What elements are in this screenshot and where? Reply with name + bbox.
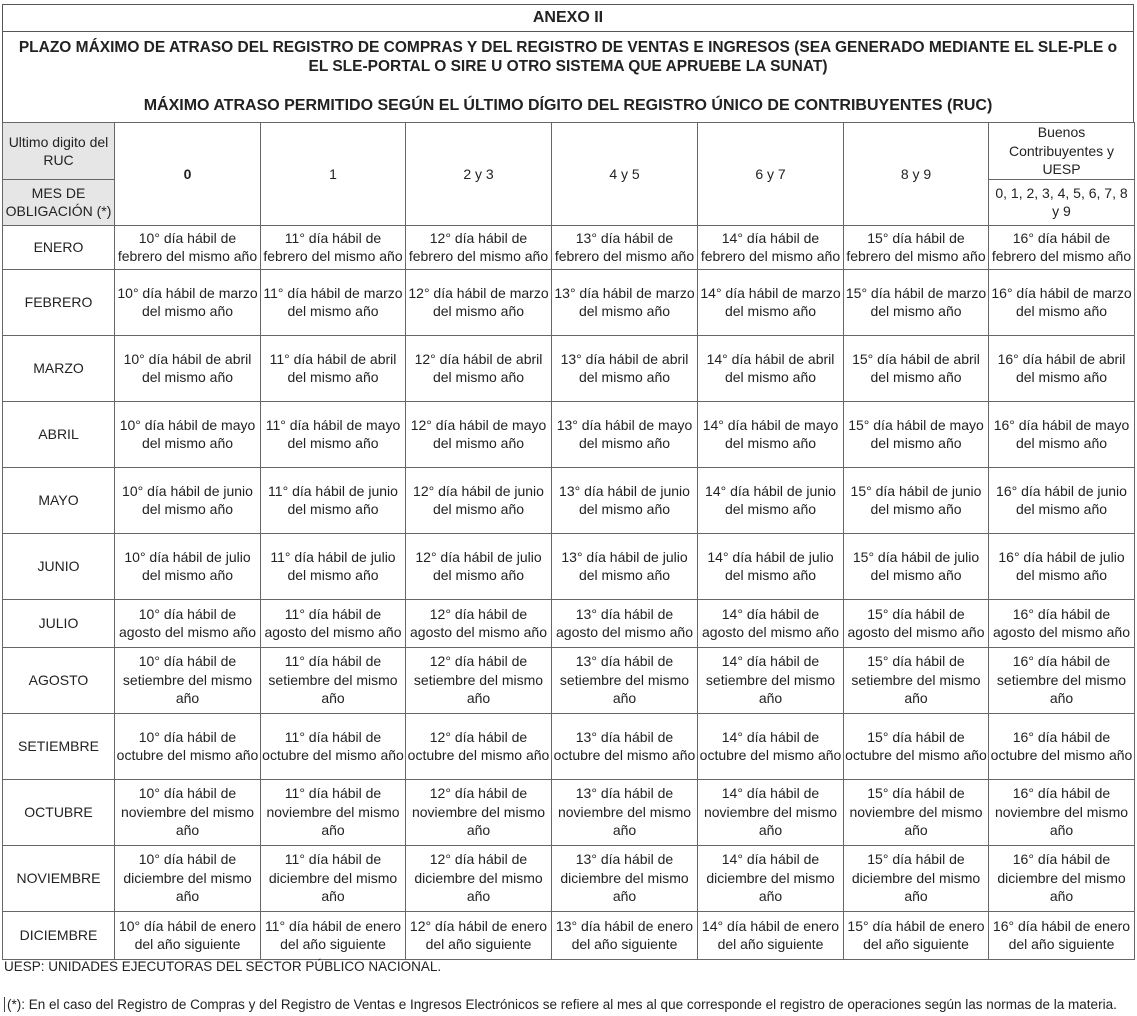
deadline-cell: 12° día hábil de agosto del mismo año [406, 599, 552, 647]
deadline-cell: 10° día hábil de agosto del mismo año [115, 599, 261, 647]
deadline-cell: 16° día hábil de julio del mismo año [989, 533, 1135, 599]
deadline-cell: 10° día hábil de mayo del mismo año [115, 401, 261, 467]
deadline-cell: 12° día hábil de junio del mismo año [406, 467, 552, 533]
deadline-cell: 15° día hábil de setiembre del mismo año [844, 647, 989, 713]
deadline-cell: 12° día hábil de diciembre del mismo año [406, 845, 552, 911]
main-title: PLAZO MÁXIMO DE ATRASO DEL REGISTRO DE COMPRAS Y DEL REGISTRO DE VENTAS E INGRESOS (SEA GENERADO MEDIANTE EL SLE-PLE o EL SLE-PORTAL O SIRE U OTRO SISTEMA QUE APRUEBE LA SUNAT) [18, 39, 1118, 75]
deadline-cell: 14° día hábil de julio del mismo año [698, 533, 844, 599]
deadline-cell: 11° día hábil de febrero del mismo año [261, 225, 406, 269]
column-header: 2 y 3 [406, 123, 552, 226]
annex-document [2, 4, 1134, 960]
deadline-cell: 13° día hábil de julio del mismo año [552, 533, 698, 599]
month-cell: ABRIL [3, 401, 115, 467]
good-taxpayers-header: Buenos Contribuyentes y UESP [989, 123, 1135, 180]
month-cell: MAYO [3, 467, 115, 533]
table-row [3, 401, 1135, 467]
deadline-cell: 15° día hábil de diciembre del mismo año [844, 845, 989, 911]
deadline-cell: 12° día hábil de noviembre del mismo año [406, 779, 552, 845]
month-cell: JUNIO [3, 533, 115, 599]
subtitle: MÁXIMO ATRASO PERMITIDO SEGÚN EL ÚLTIMO DÍGITO DEL REGISTRO ÚNICO DE CONTRIBUYENTES (RUC) [143, 97, 993, 114]
deadline-cell: 15° día hábil de junio del mismo año [844, 467, 989, 533]
deadline-cell: 13° día hábil de abril del mismo año [552, 335, 698, 401]
deadline-cell: 11° día hábil de setiembre del mismo año [261, 647, 406, 713]
deadline-cell: 14° día hábil de junio del mismo año [698, 467, 844, 533]
deadline-cell: 10° día hábil de abril del mismo año [115, 335, 261, 401]
table-row [3, 533, 1135, 599]
deadline-cell: 13° día hábil de junio del mismo año [552, 467, 698, 533]
deadline-cell: 14° día hábil de enero del año siguiente [698, 911, 844, 959]
deadline-cell: 13° día hábil de marzo del mismo año [552, 269, 698, 335]
deadline-cell: 14° día hábil de diciembre del mismo año [698, 845, 844, 911]
deadline-cell: 10° día hábil de noviembre del mismo año [115, 779, 261, 845]
good-taxpayers-digits: 0, 1, 2, 3, 4, 5, 6, 7, 8 y 9 [989, 179, 1135, 225]
column-header: 6 y 7 [698, 123, 844, 226]
deadline-cell: 16° día hábil de diciembre del mismo año [989, 845, 1135, 911]
deadline-cell: 16° día hábil de mayo del mismo año [989, 401, 1135, 467]
table-row [3, 467, 1135, 533]
table-row [3, 647, 1135, 713]
column-header: 8 y 9 [844, 123, 989, 226]
deadline-cell: 12° día hábil de octubre del mismo año [406, 713, 552, 779]
month-cell: AGOSTO [3, 647, 115, 713]
annex-title: ANEXO II [3, 5, 1133, 32]
table-row [3, 911, 1135, 959]
deadline-cell: 14° día hábil de octubre del mismo año [698, 713, 844, 779]
deadline-cell: 15° día hábil de agosto del mismo año [844, 599, 989, 647]
deadline-cell: 13° día hábil de agosto del mismo año [552, 599, 698, 647]
deadline-cell: 12° día hábil de julio del mismo año [406, 533, 552, 599]
deadline-cell: 11° día hábil de julio del mismo año [261, 533, 406, 599]
table-row [3, 599, 1135, 647]
deadline-cell: 14° día hábil de setiembre del mismo año [698, 647, 844, 713]
footnote-asterisk: (*): En el caso del Registro de Compras y del Registro de Ventas e Ingresos Electrónicos se refiere al mes al que corresponde el registro de operaciones según las normas de la materia. [4, 997, 1117, 1012]
deadline-cell: 14° día hábil de mayo del mismo año [698, 401, 844, 467]
month-cell: SETIEMBRE [3, 713, 115, 779]
month-cell: OCTUBRE [3, 779, 115, 845]
deadline-cell: 11° día hábil de mayo del mismo año [261, 401, 406, 467]
month-cell: DICIEMBRE [3, 911, 115, 959]
deadline-cell: 12° día hábil de setiembre del mismo año [406, 647, 552, 713]
month-cell: MARZO [3, 335, 115, 401]
deadline-cell: 14° día hábil de agosto del mismo año [698, 599, 844, 647]
deadline-cell: 16° día hábil de octubre del mismo año [989, 713, 1135, 779]
deadline-cell: 13° día hábil de febrero del mismo año [552, 225, 698, 269]
table-row [3, 225, 1135, 269]
month-cell: JULIO [3, 599, 115, 647]
deadline-cell: 13° día hábil de diciembre del mismo año [552, 845, 698, 911]
column-header: 0 [115, 123, 261, 226]
deadline-cell: 13° día hábil de enero del año siguiente [552, 911, 698, 959]
title-block [2, 4, 1134, 122]
deadline-cell: 13° día hábil de octubre del mismo año [552, 713, 698, 779]
deadline-cell: 15° día hábil de julio del mismo año [844, 533, 989, 599]
deadline-table [2, 122, 1135, 960]
deadline-cell: 10° día hábil de junio del mismo año [115, 467, 261, 533]
deadline-cell: 10° día hábil de enero del año siguiente [115, 911, 261, 959]
deadline-cell: 10° día hábil de octubre del mismo año [115, 713, 261, 779]
deadline-cell: 12° día hábil de marzo del mismo año [406, 269, 552, 335]
deadline-cell: 15° día hábil de abril del mismo año [844, 335, 989, 401]
table-row [3, 845, 1135, 911]
table-row [3, 269, 1135, 335]
deadline-cell: 12° día hábil de febrero del mismo año [406, 225, 552, 269]
deadline-cell: 16° día hábil de setiembre del mismo año [989, 647, 1135, 713]
footnote-uesp: UESP: UNIDADES EJECUTORAS DEL SECTOR PÚBLICO NACIONAL. [4, 959, 442, 974]
deadline-cell: 10° día hábil de diciembre del mismo año [115, 845, 261, 911]
deadline-cell: 10° día hábil de marzo del mismo año [115, 269, 261, 335]
deadline-cell: 11° día hábil de enero del año siguiente [261, 911, 406, 959]
deadline-cell: 11° día hábil de diciembre del mismo año [261, 845, 406, 911]
table-row [3, 335, 1135, 401]
deadline-cell: 10° día hábil de setiembre del mismo año [115, 647, 261, 713]
column-header: 1 [261, 123, 406, 226]
ruc-digit-label: Ultimo digito del RUC [3, 123, 115, 180]
deadline-cell: 14° día hábil de marzo del mismo año [698, 269, 844, 335]
deadline-cell: 16° día hábil de enero del año siguiente [989, 911, 1135, 959]
deadline-cell: 16° día hábil de junio del mismo año [989, 467, 1135, 533]
month-cell: ENERO [3, 225, 115, 269]
deadline-cell: 16° día hábil de agosto del mismo año [989, 599, 1135, 647]
deadline-cell: 14° día hábil de noviembre del mismo año [698, 779, 844, 845]
deadline-cell: 10° día hábil de julio del mismo año [115, 533, 261, 599]
deadline-cell: 11° día hábil de marzo del mismo año [261, 269, 406, 335]
deadline-cell: 12° día hábil de enero del año siguiente [406, 911, 552, 959]
deadline-cell: 15° día hábil de marzo del mismo año [844, 269, 989, 335]
deadline-cell: 11° día hábil de octubre del mismo año [261, 713, 406, 779]
deadline-cell: 11° día hábil de abril del mismo año [261, 335, 406, 401]
deadline-cell: 14° día hábil de febrero del mismo año [698, 225, 844, 269]
deadline-cell: 16° día hábil de abril del mismo año [989, 335, 1135, 401]
month-cell: NOVIEMBRE [3, 845, 115, 911]
header-row-ruc [3, 123, 1135, 180]
deadline-cell: 13° día hábil de noviembre del mismo año [552, 779, 698, 845]
deadline-cell: 14° día hábil de abril del mismo año [698, 335, 844, 401]
column-header: 4 y 5 [552, 123, 698, 226]
month-cell: FEBRERO [3, 269, 115, 335]
deadline-cell: 10° día hábil de febrero del mismo año [115, 225, 261, 269]
table-row [3, 713, 1135, 779]
deadline-cell: 16° día hábil de febrero del mismo año [989, 225, 1135, 269]
deadline-cell: 15° día hábil de febrero del mismo año [844, 225, 989, 269]
deadline-cell: 11° día hábil de noviembre del mismo año [261, 779, 406, 845]
deadline-cell: 11° día hábil de agosto del mismo año [261, 599, 406, 647]
deadline-cell: 15° día hábil de enero del año siguiente [844, 911, 989, 959]
deadline-cell: 15° día hábil de noviembre del mismo año [844, 779, 989, 845]
deadline-cell: 13° día hábil de mayo del mismo año [552, 401, 698, 467]
month-obligation-label: MES DE OBLIGACIÓN (*) [3, 179, 115, 225]
deadline-cell: 15° día hábil de octubre del mismo año [844, 713, 989, 779]
deadline-cell: 12° día hábil de mayo del mismo año [406, 401, 552, 467]
deadline-cell: 15° día hábil de mayo del mismo año [844, 401, 989, 467]
deadline-cell: 13° día hábil de setiembre del mismo año [552, 647, 698, 713]
deadline-cell: 16° día hábil de marzo del mismo año [989, 269, 1135, 335]
table-row [3, 779, 1135, 845]
deadline-cell: 11° día hábil de junio del mismo año [261, 467, 406, 533]
deadline-cell: 12° día hábil de abril del mismo año [406, 335, 552, 401]
deadline-cell: 16° día hábil de noviembre del mismo año [989, 779, 1135, 845]
